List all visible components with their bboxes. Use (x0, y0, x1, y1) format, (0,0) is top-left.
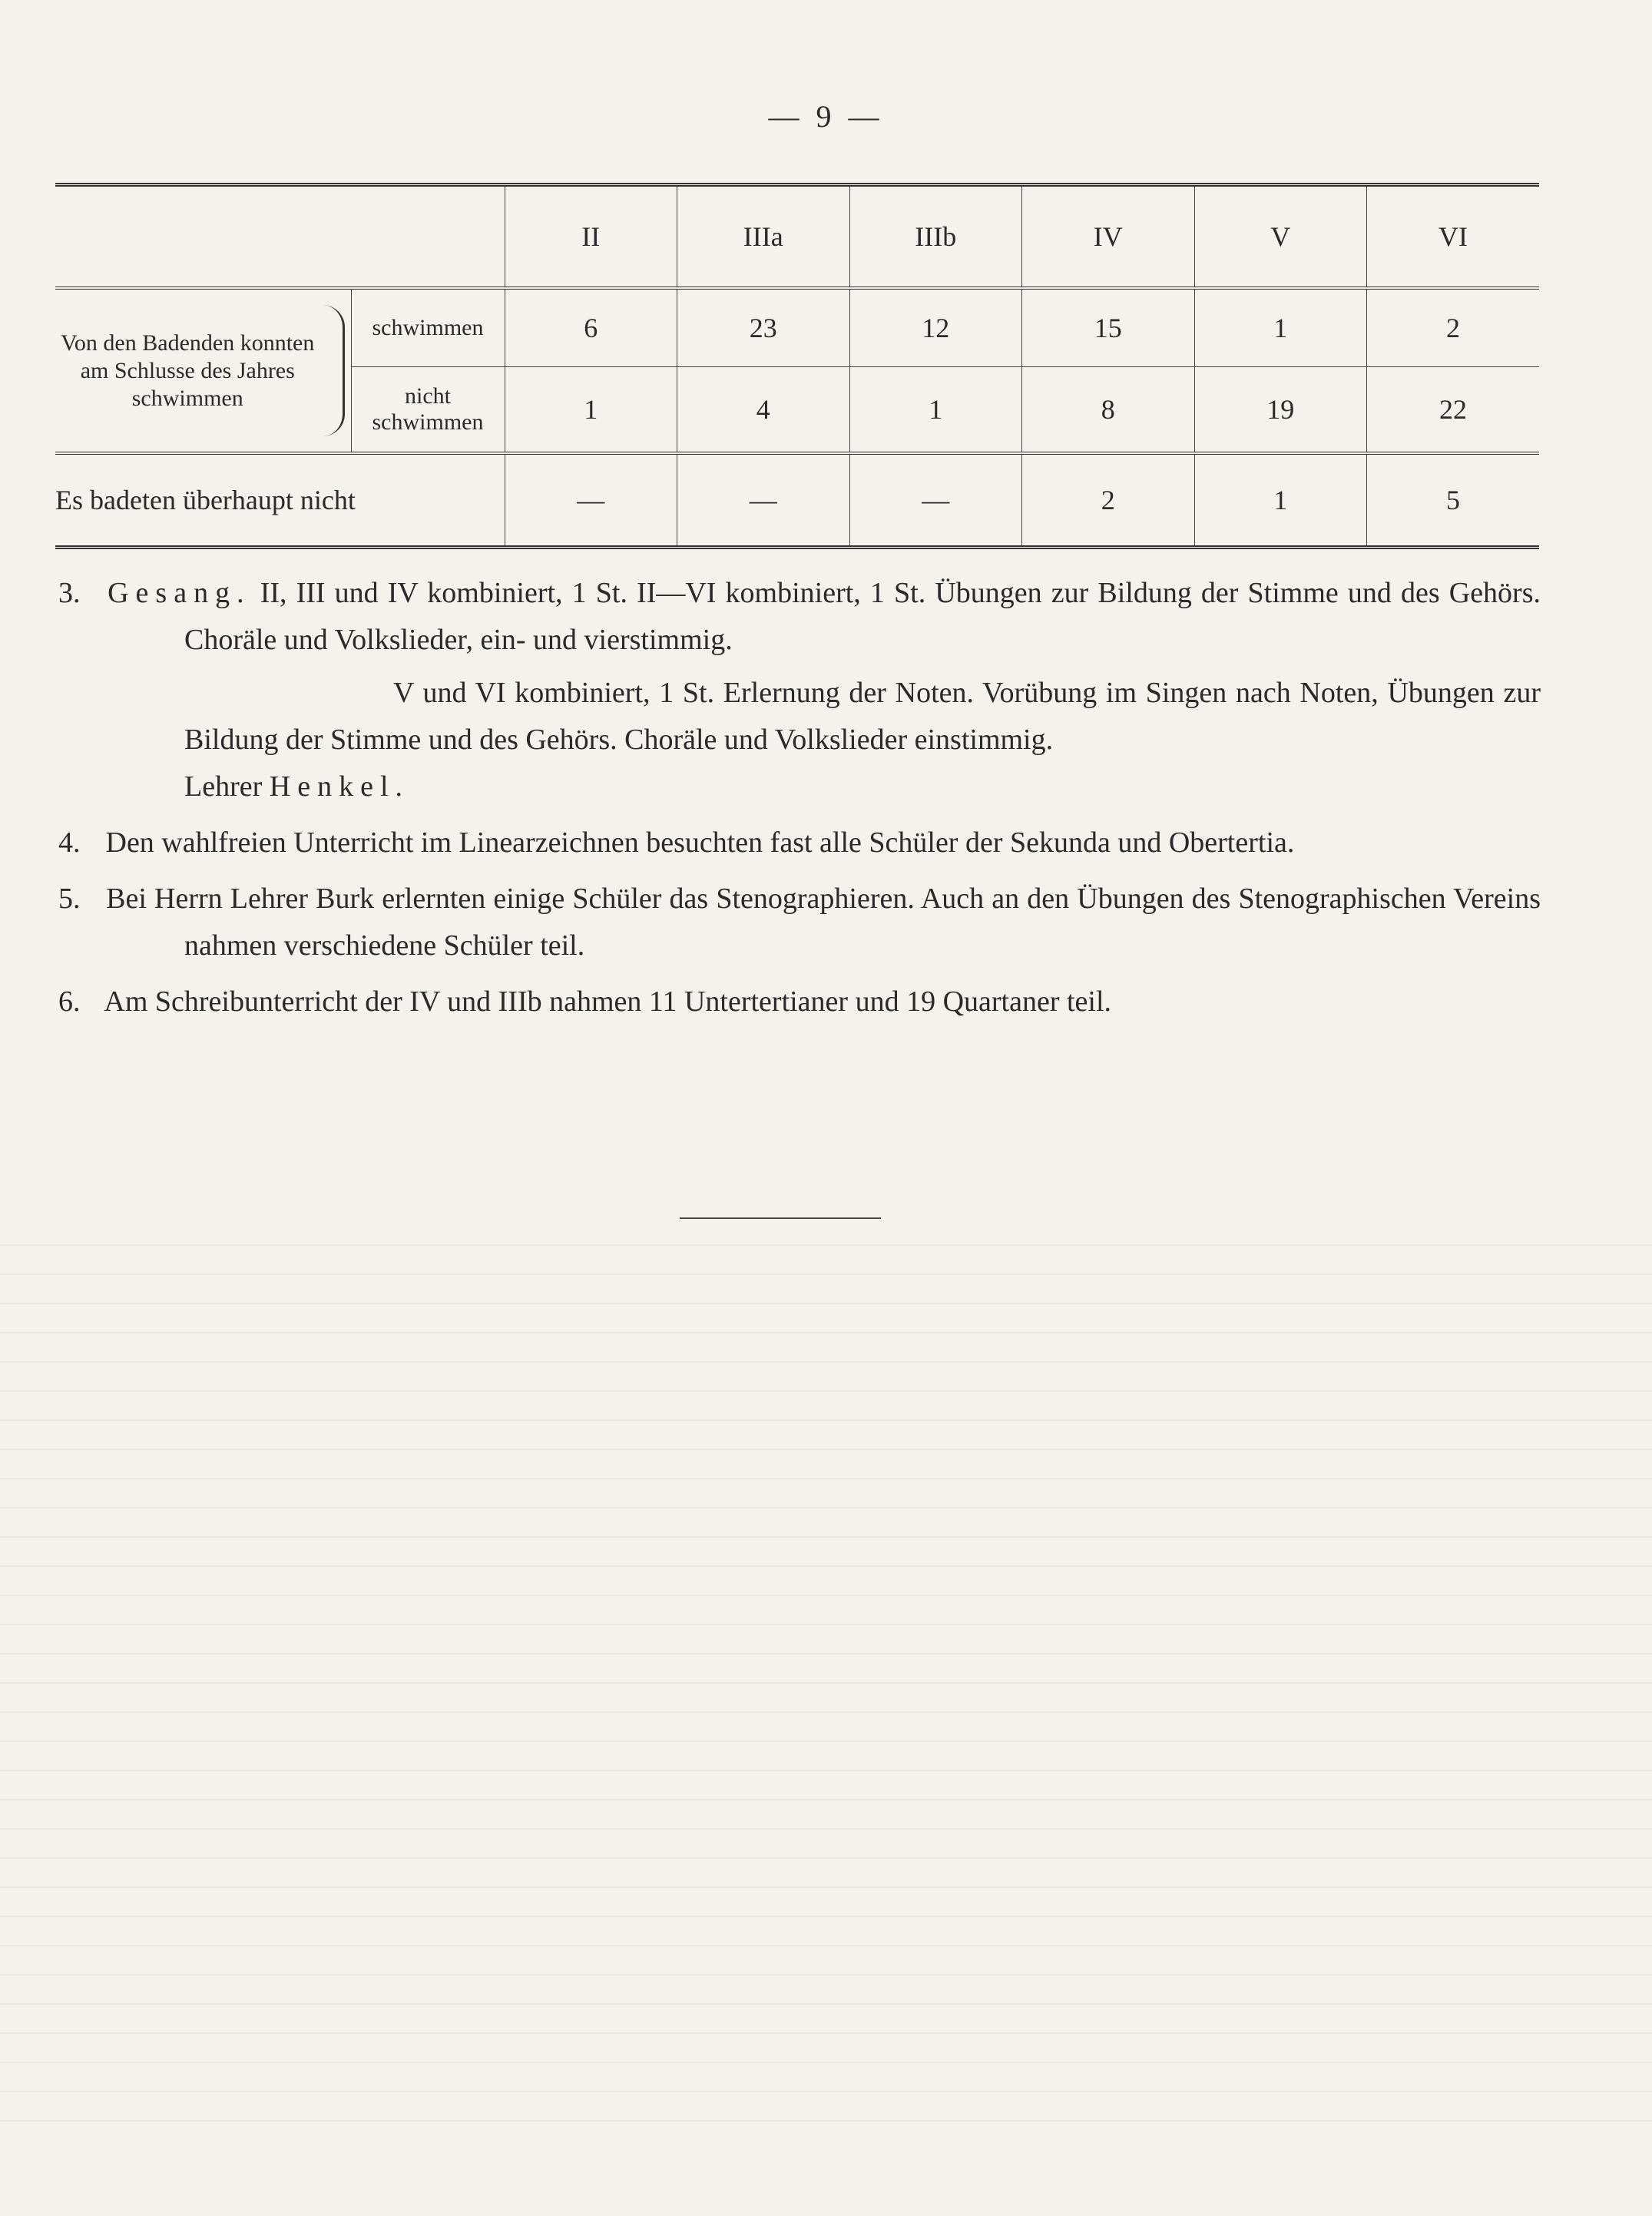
brace-symbol (323, 305, 345, 436)
table-cell: 2 (1022, 453, 1195, 545)
table-header-row (55, 187, 1539, 288)
table-cell: 15 (1022, 288, 1195, 367)
section-divider (680, 1217, 881, 1219)
table-cell: 22 (1367, 367, 1540, 454)
header-empty-cell (55, 187, 505, 288)
row-label: nicht schwimmen (351, 367, 505, 454)
row-label: Es badeten überhaupt nicht (55, 453, 505, 545)
column-header: IIIb (849, 187, 1022, 288)
table-cell: 23 (677, 288, 850, 367)
table-cell: 8 (1022, 367, 1195, 454)
column-header: IV (1022, 187, 1195, 288)
teacher-prefix: Lehrer (184, 770, 263, 803)
paragraph (58, 670, 1541, 764)
table-row (55, 288, 1539, 367)
paragraph-text: Den wahlfreien Unterricht im Linearzeichnen besuchten fast alle Schüler der Sekunda und Obertertia. (105, 826, 1295, 859)
teacher-line (58, 764, 1541, 810)
paragraph-text: Bei Herrn Lehrer Burk erlernten einige Schüler das Stenographieren. Auch an den Übungen des Stenographischen Vereins nahmen verschiedene Schüler teil. (106, 883, 1541, 962)
table-cell: 19 (1194, 367, 1367, 454)
table-cell: 1 (1194, 288, 1367, 367)
item-number: 6. (58, 985, 81, 1018)
group-label-cell (55, 288, 351, 453)
table-cell: 1 (849, 367, 1022, 454)
table-cell: 1 (505, 367, 677, 454)
table-cell: 5 (1367, 453, 1540, 545)
section-gesang (58, 570, 1541, 664)
list-item (58, 820, 1541, 866)
table-cell: — (849, 453, 1022, 545)
table-cell: 2 (1367, 288, 1540, 367)
table-cell: 1 (1194, 453, 1367, 545)
page-number: — 9 — (768, 99, 884, 134)
item-number: 5. (58, 883, 81, 915)
paragraph-text: V und VI kombiniert, 1 St. Erlernung der Noten. Vorübung im Singen nach Noten, Übungen zur Bildung der Stimme und des Gehörs. Choräle und Volkslieder einstimmig. (184, 677, 1541, 756)
column-header: IIIa (677, 187, 850, 288)
row-label: schwimmen (351, 288, 505, 367)
table-cell: 12 (849, 288, 1022, 367)
column-header: V (1194, 187, 1367, 288)
column-header: VI (1367, 187, 1540, 288)
table-cell: — (677, 453, 850, 545)
table-row (55, 453, 1539, 545)
paragraph-text: Am Schreibunterricht der IV und IIIb nahmen 11 Untertertianer und 19 Quartaner teil. (104, 985, 1112, 1018)
paragraph-text: II, III und IV kombiniert, 1 St. II—VI kombiniert, 1 St. Übungen zur Bildung der Stimme und des Gehörs. Choräle und Volkslieder, ein- und vierstimmig. (184, 577, 1541, 656)
teacher-name: Henkel. (269, 770, 409, 803)
section-title: Gesang. (108, 577, 251, 609)
group-label: Von den Badenden konnten am Schlusse des Jahres schwimmen (61, 330, 315, 411)
table-cell: — (505, 453, 677, 545)
list-item (58, 876, 1541, 969)
swimming-table (55, 183, 1539, 549)
body-text (58, 570, 1541, 1032)
column-header: II (505, 187, 677, 288)
item-number: 3. (58, 577, 81, 609)
table-cell: 4 (677, 367, 850, 454)
item-number: 4. (58, 826, 81, 859)
table-cell: 6 (505, 288, 677, 367)
bleed-through-texture (0, 1244, 1652, 2128)
list-item (58, 979, 1541, 1025)
